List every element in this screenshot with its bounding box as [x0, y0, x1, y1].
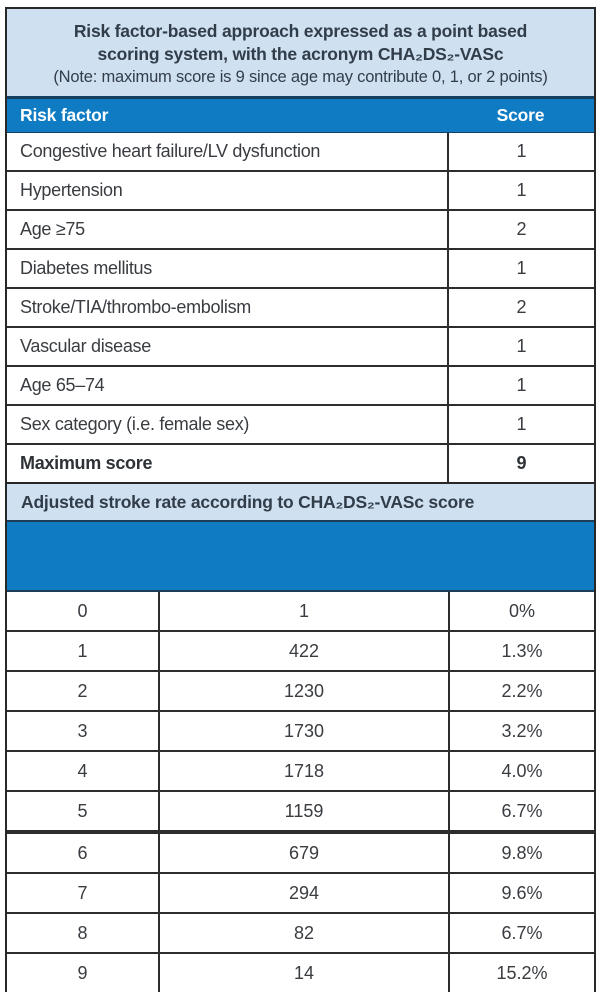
risk-factor-cell: Stroke/TIA/thrombo-embolism: [20, 297, 251, 318]
score-cell: 1: [447, 250, 594, 287]
table-row: [7, 209, 594, 248]
score-cell: 4: [77, 760, 88, 781]
table-row: [7, 790, 594, 830]
risk-table-body: [7, 133, 594, 482]
score-cell: 1: [447, 406, 594, 443]
table-row: [7, 952, 594, 992]
rate-cell: 4.0%: [501, 760, 543, 781]
score-cell: 1: [447, 133, 594, 170]
table-caption: [7, 9, 594, 96]
rate-cell: 3.2%: [501, 720, 543, 741]
risk-factor-cell: Vascular disease: [20, 336, 151, 357]
risk-factor-cell: Sex category (i.e. female sex): [20, 414, 250, 435]
table-row: [7, 248, 594, 287]
risk-factor-cell: Diabetes mellitus: [20, 258, 152, 279]
rate-cell: 6.7%: [501, 922, 543, 943]
caption-line-1: Risk factor-based approach expressed as a point based: [73, 21, 528, 41]
patients-cell: 294: [158, 874, 450, 912]
score-cell: 3: [77, 720, 88, 741]
rate-cell: 6.7%: [501, 800, 543, 821]
score-cell: 1: [447, 367, 594, 404]
table-row: [7, 750, 594, 790]
table-row: [7, 365, 594, 404]
score-cell: 9: [77, 962, 88, 983]
score-cell: 2: [77, 680, 88, 701]
patients-cell: 1730: [158, 712, 450, 750]
risk-factor-cell: Maximum score: [20, 453, 153, 474]
score-cell: 5: [77, 800, 88, 821]
risk-factor-cell: Hypertension: [20, 180, 123, 201]
rate-cell: 9.8%: [501, 842, 543, 863]
patients-cell: 679: [158, 834, 450, 872]
table-row: [7, 830, 594, 872]
risk-factor-column-label: Risk factor: [20, 105, 109, 126]
score-cell: 2: [447, 289, 594, 326]
rate-cell: 9.6%: [501, 882, 543, 903]
score-cell: 1: [447, 328, 594, 365]
patients-cell: 1159: [158, 792, 450, 830]
table-row: [7, 170, 594, 209]
stroke-table-body: [7, 592, 594, 992]
risk-table-column-header: [7, 96, 594, 133]
table-row: [7, 287, 594, 326]
table-row: [7, 592, 594, 630]
risk-factor-cell: Age ≥75: [20, 219, 85, 240]
caption-note: (Note: maximum score is 9 since age may contribute 0, 1, or 2 points): [53, 67, 548, 86]
table-row: [7, 670, 594, 710]
score-cell: 8: [77, 922, 88, 943]
maximum-score-row: [7, 443, 594, 482]
table-row: [7, 630, 594, 670]
stroke-table-header-band: [7, 520, 594, 592]
score-cell: 0: [77, 600, 88, 621]
table-row: [7, 326, 594, 365]
rate-cell: 15.2%: [496, 962, 548, 983]
score-cell: 2: [447, 211, 594, 248]
score-cell: 6: [77, 842, 88, 863]
cha2ds2-vasc-score-table: [5, 7, 596, 992]
patients-cell: 1718: [158, 752, 450, 790]
table-row: [7, 133, 594, 170]
score-cell: 1: [447, 172, 594, 209]
risk-factor-cell: Congestive heart failure/LV dysfunction: [20, 141, 321, 162]
stroke-rate-section-title: Adjusted stroke rate according to CHA₂DS₂-VASc score: [7, 482, 594, 520]
rate-cell: 2.2%: [501, 680, 543, 701]
patients-cell: 1: [158, 592, 450, 630]
patients-cell: 422: [158, 632, 450, 670]
rate-cell: 1.3%: [501, 640, 543, 661]
patients-cell: 82: [158, 914, 450, 952]
score-cell: 7: [77, 882, 88, 903]
score-cell: 9: [447, 445, 594, 482]
patients-cell: 14: [158, 954, 450, 992]
table-row: [7, 872, 594, 912]
table-row: [7, 710, 594, 750]
table-row: [7, 912, 594, 952]
table-row: [7, 404, 594, 443]
score-cell: 1: [77, 640, 88, 661]
patients-cell: 1230: [158, 672, 450, 710]
risk-factor-cell: Age 65–74: [20, 375, 105, 396]
rate-cell: 0%: [508, 600, 535, 621]
score-column-label: Score: [496, 105, 545, 126]
caption-line-2: scoring system, with the acronym CHA₂DS₂-VASc: [97, 43, 504, 64]
